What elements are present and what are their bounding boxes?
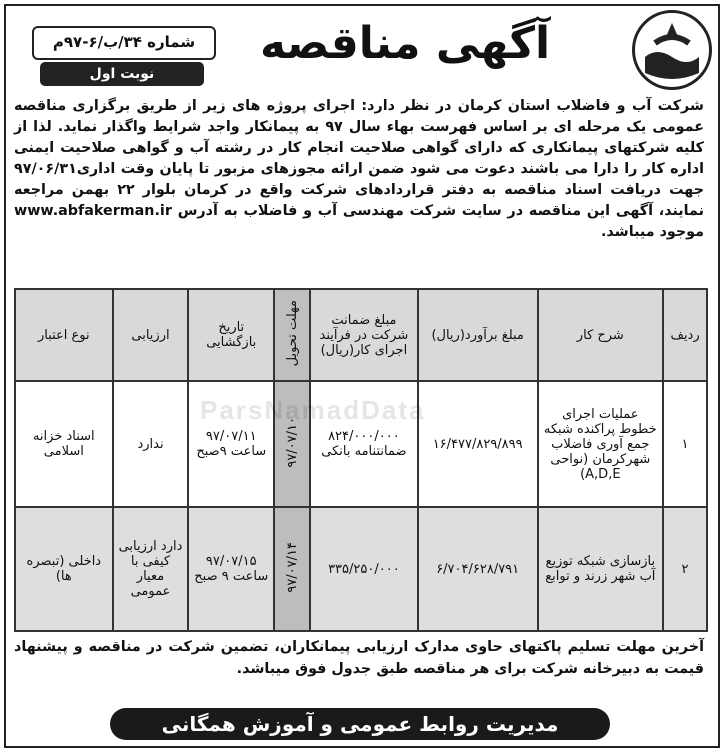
row-number: ۲ [663,507,707,631]
guarantee-amount: ۸۲۴/۰۰۰/۰۰۰ [328,429,400,444]
row-estimate: ۱۶/۴۷۷/۸۲۹/۸۹۹ [418,381,538,507]
company-logo-icon [632,10,712,90]
intro-text: شرکت آب و فاضلاب استان کرمان در نظر دارد: اجرای پروژه های زیر از طریق برگزاری مناقصه عمومی یک مرحله ای بر اساس فهرست بهاء سال ۹۷ به پیمانکار واجد شرایط واگذار نماید. لذا از کلیه شرکتهای پیمانکاری که دارای گواهی صلاحیت انجام کار در رشته آب و گواهی صلاحیت ایمنی اداره کار را دارا می باشند دعوت می شود ضمن ارائه مجوزهای مزبور تا پایان وقت اداری۹۷/۰۶/۳۱ جهت دریافت اسناد مناقصه به دفتر قراردادهای شرکت واقع در کرمان بلوار ۲۲ بهمن مراجعه نمایند، آگهی این مناقصه در سایت شرکت مهندسی آب و فاضلاب به آدرس [14,98,704,219]
opening-time: ساعت ۹صبح [196,444,267,459]
row-number: ۱ [663,381,707,507]
guarantee-note: ضمانتنامه بانکی [321,444,407,459]
footer-paragraph [14,636,704,680]
row-deadline: ۹۷/۰۷/۱۴ [274,507,310,631]
row-evaluation: ندارد [113,381,189,507]
intro-paragraph [14,96,704,243]
row-description: بازسازی شبکه توزیع آب شهر زرند و توابع [538,507,663,631]
row-credit: داخلی (تبصره ها) [15,507,113,631]
watermark: ParsNamadData [200,395,426,425]
opening-date: ۹۷/۰۷/۱۵ [205,554,257,569]
header-deadline: مهلت تحویل [274,289,310,381]
header-evaluation: ارزیابی [113,289,189,381]
row-guarantee: ۳۳۵/۲۵۰/۰۰۰ [310,507,418,631]
row-credit: اسناد خزانه اسلامی [15,381,113,507]
tender-table [14,288,708,632]
round-badge: نوبت اول [40,62,204,86]
opening-time: ساعت ۹ صبح [194,569,269,584]
header-guarantee: مبلغ ضمانت شرکت در فرآیند اجرای کار(ریال) [310,289,418,381]
row-estimate: ۶/۷۰۴/۶۲۸/۷۹۱ [418,507,538,631]
row-description: عملیات اجرای خطوط پراکنده شبکه جمع آوری فاضلاب شهرکرمان (نواحی A,D,E) [538,381,663,507]
table-header-row [15,289,707,381]
intro-tail: موجود میباشد. [600,224,704,240]
header-row-number: ردیف [663,289,707,381]
header-opening: تاریخ بازگشایی [188,289,274,381]
header-estimate: مبلغ برآورد(ریال) [418,289,538,381]
row-deadline: ۹۷/۰۷/۱۰ [274,381,310,507]
row-evaluation: دارد ارزیابی کیفی با معیار عمومی [113,507,189,631]
opening-date: ۹۷/۰۷/۱۱ [205,429,257,444]
website-link[interactable]: www.abfakerman.ir [14,203,172,219]
header-credit: نوع اعتبار [15,289,113,381]
footer-text: آخرین مهلت تسلیم پاکتهای حاوی مدارک ارزیابی پیمانکاران، تضمین شرکت در مناقصه و پیشنهاد قیمت به دبیرخانه شرکت برای هر مناقصه طبق جدول فوق میباشد. [14,639,704,677]
header-description: شرح کار [538,289,663,381]
signature-banner: مدیریت روابط عمومی و آموزش همگانی [110,708,610,740]
notice-title: آگهی مناقصه [259,18,551,69]
row-opening [188,507,274,631]
reference-number: شماره ۳۴/ب/۶-۹۷م [32,26,216,60]
table-row [15,507,707,631]
